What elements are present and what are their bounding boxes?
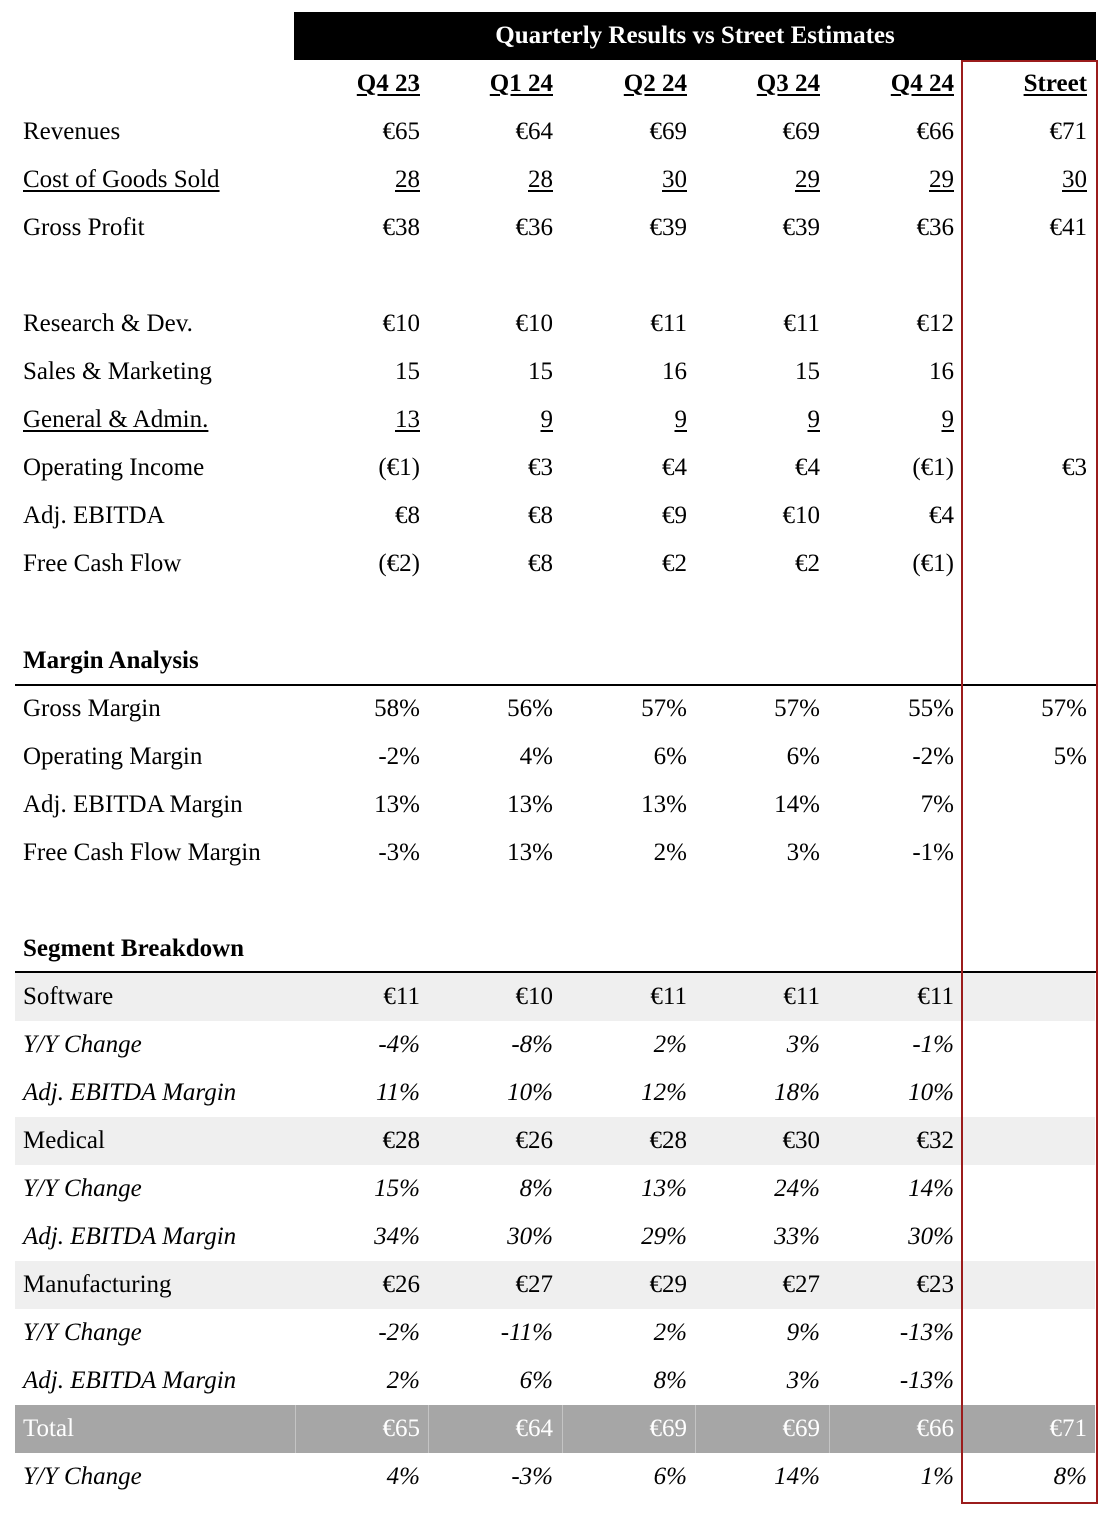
row-label: Gross Profit bbox=[23, 214, 145, 241]
row-label: Manufacturing bbox=[23, 1271, 172, 1298]
table-row bbox=[15, 829, 1095, 877]
row-label: Operating Margin bbox=[23, 743, 203, 770]
value-cell: 9 bbox=[674, 406, 687, 433]
value-cell: 16 bbox=[662, 358, 687, 385]
value-cell: 3% bbox=[786, 839, 820, 866]
value-cell: €36 bbox=[515, 214, 553, 241]
row-label: Sales & Marketing bbox=[23, 358, 212, 385]
value-cell: 15% bbox=[374, 1175, 420, 1202]
table-row bbox=[15, 540, 1095, 588]
value-cell: €30 bbox=[782, 1127, 820, 1154]
value-cell: €69 bbox=[649, 1415, 687, 1442]
value-cell: (€2) bbox=[378, 550, 420, 577]
value-cell: -2% bbox=[378, 1319, 420, 1346]
street-value-cell: €71 bbox=[1049, 1415, 1087, 1442]
value-cell: 2% bbox=[653, 1031, 687, 1058]
value-cell: (€1) bbox=[378, 454, 420, 481]
value-cell: 56% bbox=[507, 695, 553, 722]
table-row bbox=[15, 1261, 1095, 1309]
value-cell: -3% bbox=[378, 839, 420, 866]
section-heading-row bbox=[15, 637, 1095, 685]
value-cell: -4% bbox=[378, 1031, 420, 1058]
row-label: Adj. EBITDA Margin bbox=[23, 1223, 237, 1250]
value-cell: €65 bbox=[382, 1415, 420, 1442]
row-label: Y/Y Change bbox=[23, 1175, 142, 1202]
value-cell: -13% bbox=[899, 1319, 954, 1346]
value-cell: 29 bbox=[929, 166, 954, 193]
value-cell: 15 bbox=[528, 358, 553, 385]
column-separator bbox=[295, 1405, 296, 1453]
street-value-cell: 8% bbox=[1053, 1463, 1087, 1490]
value-cell: €66 bbox=[916, 118, 954, 145]
value-cell: 30% bbox=[507, 1223, 553, 1250]
value-cell: €27 bbox=[782, 1271, 820, 1298]
value-cell: 3% bbox=[786, 1367, 820, 1394]
row-label: Medical bbox=[23, 1127, 105, 1154]
value-cell: €65 bbox=[382, 118, 420, 145]
column-header: Q2 24 bbox=[623, 70, 687, 97]
value-cell: 14% bbox=[774, 1463, 820, 1490]
column-header-street: Street bbox=[1023, 70, 1087, 97]
row-label: Operating Income bbox=[23, 454, 205, 481]
value-cell: €2 bbox=[662, 550, 687, 577]
section-heading: Margin Analysis bbox=[23, 647, 199, 674]
value-cell: €12 bbox=[916, 310, 954, 337]
value-cell: 9 bbox=[540, 406, 553, 433]
value-cell: 58% bbox=[374, 695, 420, 722]
value-cell: €64 bbox=[515, 1415, 553, 1442]
value-cell: 10% bbox=[908, 1079, 954, 1106]
value-cell: 29 bbox=[795, 166, 820, 193]
table-row bbox=[15, 1213, 1095, 1261]
table-row bbox=[15, 108, 1095, 156]
value-cell: 6% bbox=[653, 1463, 687, 1490]
value-cell: 11% bbox=[376, 1079, 420, 1106]
value-cell: €26 bbox=[515, 1127, 553, 1154]
value-cell: €10 bbox=[515, 310, 553, 337]
table-row bbox=[15, 1021, 1095, 1069]
value-cell: 2% bbox=[386, 1367, 420, 1394]
value-cell: 12% bbox=[641, 1079, 687, 1106]
value-cell: €11 bbox=[650, 983, 687, 1010]
street-value-cell: €71 bbox=[1049, 118, 1087, 145]
row-label: Y/Y Change bbox=[23, 1319, 142, 1346]
value-cell: €10 bbox=[782, 502, 820, 529]
table-row bbox=[15, 348, 1095, 396]
table-row bbox=[15, 685, 1095, 733]
value-cell: 13% bbox=[641, 1175, 687, 1202]
value-cell: €8 bbox=[395, 502, 420, 529]
column-header: Q3 24 bbox=[756, 70, 820, 97]
value-cell: €11 bbox=[783, 310, 820, 337]
value-cell: 2% bbox=[653, 1319, 687, 1346]
value-cell: €39 bbox=[649, 214, 687, 241]
value-cell: 13 bbox=[395, 406, 420, 433]
table-row bbox=[15, 973, 1095, 1021]
value-cell: 3% bbox=[786, 1031, 820, 1058]
section-heading-row bbox=[15, 925, 1095, 973]
value-cell: 28 bbox=[395, 166, 420, 193]
table-row bbox=[15, 204, 1095, 252]
value-cell: €8 bbox=[528, 550, 553, 577]
value-cell: (€1) bbox=[912, 454, 954, 481]
table-row bbox=[15, 733, 1095, 781]
value-cell: €8 bbox=[528, 502, 553, 529]
value-cell: 4% bbox=[519, 743, 553, 770]
row-label: Cost of Goods Sold bbox=[23, 166, 220, 193]
column-separator bbox=[829, 1405, 830, 1453]
column-separator bbox=[695, 1405, 696, 1453]
table-row bbox=[15, 492, 1095, 540]
value-cell: 10% bbox=[507, 1079, 553, 1106]
value-cell: 30% bbox=[908, 1223, 954, 1250]
value-cell: €39 bbox=[782, 214, 820, 241]
street-value-cell: 30 bbox=[1062, 166, 1087, 193]
value-cell: €10 bbox=[515, 983, 553, 1010]
section-heading: Segment Breakdown bbox=[23, 935, 245, 962]
value-cell: 13% bbox=[507, 791, 553, 818]
street-value-cell: 57% bbox=[1041, 695, 1087, 722]
value-cell: €32 bbox=[916, 1127, 954, 1154]
row-label: Adj. EBITDA Margin bbox=[23, 1367, 237, 1394]
value-cell: €10 bbox=[382, 310, 420, 337]
value-cell: 34% bbox=[374, 1223, 420, 1250]
value-cell: 30 bbox=[662, 166, 687, 193]
table-row bbox=[15, 156, 1095, 204]
value-cell: 7% bbox=[920, 791, 954, 818]
row-label: Gross Margin bbox=[23, 695, 161, 722]
value-cell: 9 bbox=[807, 406, 820, 433]
value-cell: €9 bbox=[662, 502, 687, 529]
row-label: Y/Y Change bbox=[23, 1463, 142, 1490]
value-cell: €4 bbox=[929, 502, 954, 529]
value-cell: 15 bbox=[795, 358, 820, 385]
table-row bbox=[15, 1453, 1095, 1501]
value-cell: €64 bbox=[515, 118, 553, 145]
row-label: Adj. EBITDA Margin bbox=[23, 791, 243, 818]
value-cell: 9% bbox=[786, 1319, 820, 1346]
row-label: Free Cash Flow Margin bbox=[23, 839, 261, 866]
value-cell: 1% bbox=[920, 1463, 954, 1490]
value-cell: €2 bbox=[795, 550, 820, 577]
value-cell: €23 bbox=[916, 1271, 954, 1298]
table-row bbox=[15, 1357, 1095, 1405]
value-cell: -1% bbox=[912, 1031, 954, 1058]
value-cell: €36 bbox=[916, 214, 954, 241]
value-cell: (€1) bbox=[912, 550, 954, 577]
value-cell: 9 bbox=[941, 406, 954, 433]
value-cell: €4 bbox=[795, 454, 820, 481]
row-label: Total bbox=[23, 1415, 75, 1442]
value-cell: €29 bbox=[649, 1271, 687, 1298]
column-header: Q4 23 bbox=[356, 70, 420, 97]
value-cell: €69 bbox=[782, 1415, 820, 1442]
value-cell: €66 bbox=[916, 1415, 954, 1442]
table-row bbox=[15, 1309, 1095, 1357]
value-cell: -8% bbox=[511, 1031, 553, 1058]
value-cell: 6% bbox=[786, 743, 820, 770]
table-row bbox=[15, 781, 1095, 829]
value-cell: -11% bbox=[500, 1319, 553, 1346]
row-label: Y/Y Change bbox=[23, 1031, 142, 1058]
row-label: General & Admin. bbox=[23, 406, 209, 433]
value-cell: €11 bbox=[783, 983, 820, 1010]
row-label: Research & Dev. bbox=[23, 310, 193, 337]
table-row bbox=[15, 444, 1095, 492]
row-label: Software bbox=[23, 983, 114, 1010]
column-header-row bbox=[15, 60, 1095, 108]
value-cell: €38 bbox=[382, 214, 420, 241]
value-cell: -2% bbox=[912, 743, 954, 770]
value-cell: -1% bbox=[912, 839, 954, 866]
value-cell: €26 bbox=[382, 1271, 420, 1298]
value-cell: -2% bbox=[378, 743, 420, 770]
table-row bbox=[15, 1069, 1095, 1117]
value-cell: 13% bbox=[641, 791, 687, 818]
value-cell: 15 bbox=[395, 358, 420, 385]
row-label: Revenues bbox=[23, 118, 121, 145]
value-cell: -13% bbox=[899, 1367, 954, 1394]
column-header: Q4 24 bbox=[890, 70, 954, 97]
value-cell: €3 bbox=[528, 454, 553, 481]
table-row bbox=[15, 1165, 1095, 1213]
value-cell: €28 bbox=[649, 1127, 687, 1154]
table-row bbox=[15, 396, 1095, 444]
street-value-cell: €3 bbox=[1062, 454, 1087, 481]
value-cell: 14% bbox=[774, 791, 820, 818]
value-cell: €69 bbox=[649, 118, 687, 145]
column-separator bbox=[428, 1405, 429, 1453]
value-cell: €28 bbox=[382, 1127, 420, 1154]
value-cell: €4 bbox=[662, 454, 687, 481]
value-cell: -3% bbox=[511, 1463, 553, 1490]
value-cell: 24% bbox=[774, 1175, 820, 1202]
table-row bbox=[15, 1117, 1095, 1165]
value-cell: 55% bbox=[908, 695, 954, 722]
value-cell: €11 bbox=[383, 983, 420, 1010]
value-cell: €11 bbox=[650, 310, 687, 337]
value-cell: 13% bbox=[374, 791, 420, 818]
table-row bbox=[15, 300, 1095, 348]
street-value-cell: €41 bbox=[1049, 214, 1087, 241]
row-label: Adj. EBITDA Margin bbox=[23, 1079, 237, 1106]
row-label: Free Cash Flow bbox=[23, 550, 182, 577]
value-cell: 57% bbox=[774, 695, 820, 722]
value-cell: 6% bbox=[519, 1367, 553, 1394]
value-cell: €69 bbox=[782, 118, 820, 145]
value-cell: €27 bbox=[515, 1271, 553, 1298]
value-cell: 57% bbox=[641, 695, 687, 722]
total-row bbox=[15, 1405, 1095, 1453]
street-value-cell: 5% bbox=[1053, 743, 1087, 770]
value-cell: 8% bbox=[653, 1367, 687, 1394]
value-cell: 28 bbox=[528, 166, 553, 193]
value-cell: 14% bbox=[908, 1175, 954, 1202]
value-cell: 13% bbox=[507, 839, 553, 866]
value-cell: 18% bbox=[774, 1079, 820, 1106]
value-cell: 29% bbox=[641, 1223, 687, 1250]
value-cell: 4% bbox=[386, 1463, 420, 1490]
value-cell: 2% bbox=[653, 839, 687, 866]
value-cell: 8% bbox=[519, 1175, 553, 1202]
row-label: Adj. EBITDA bbox=[23, 502, 165, 529]
column-separator bbox=[562, 1405, 563, 1453]
value-cell: €11 bbox=[917, 983, 954, 1010]
value-cell: 33% bbox=[774, 1223, 820, 1250]
value-cell: 6% bbox=[653, 743, 687, 770]
value-cell: 16 bbox=[929, 358, 954, 385]
column-header: Q1 24 bbox=[489, 70, 553, 97]
table-title: Quarterly Results vs Street Estimates bbox=[294, 12, 1096, 60]
